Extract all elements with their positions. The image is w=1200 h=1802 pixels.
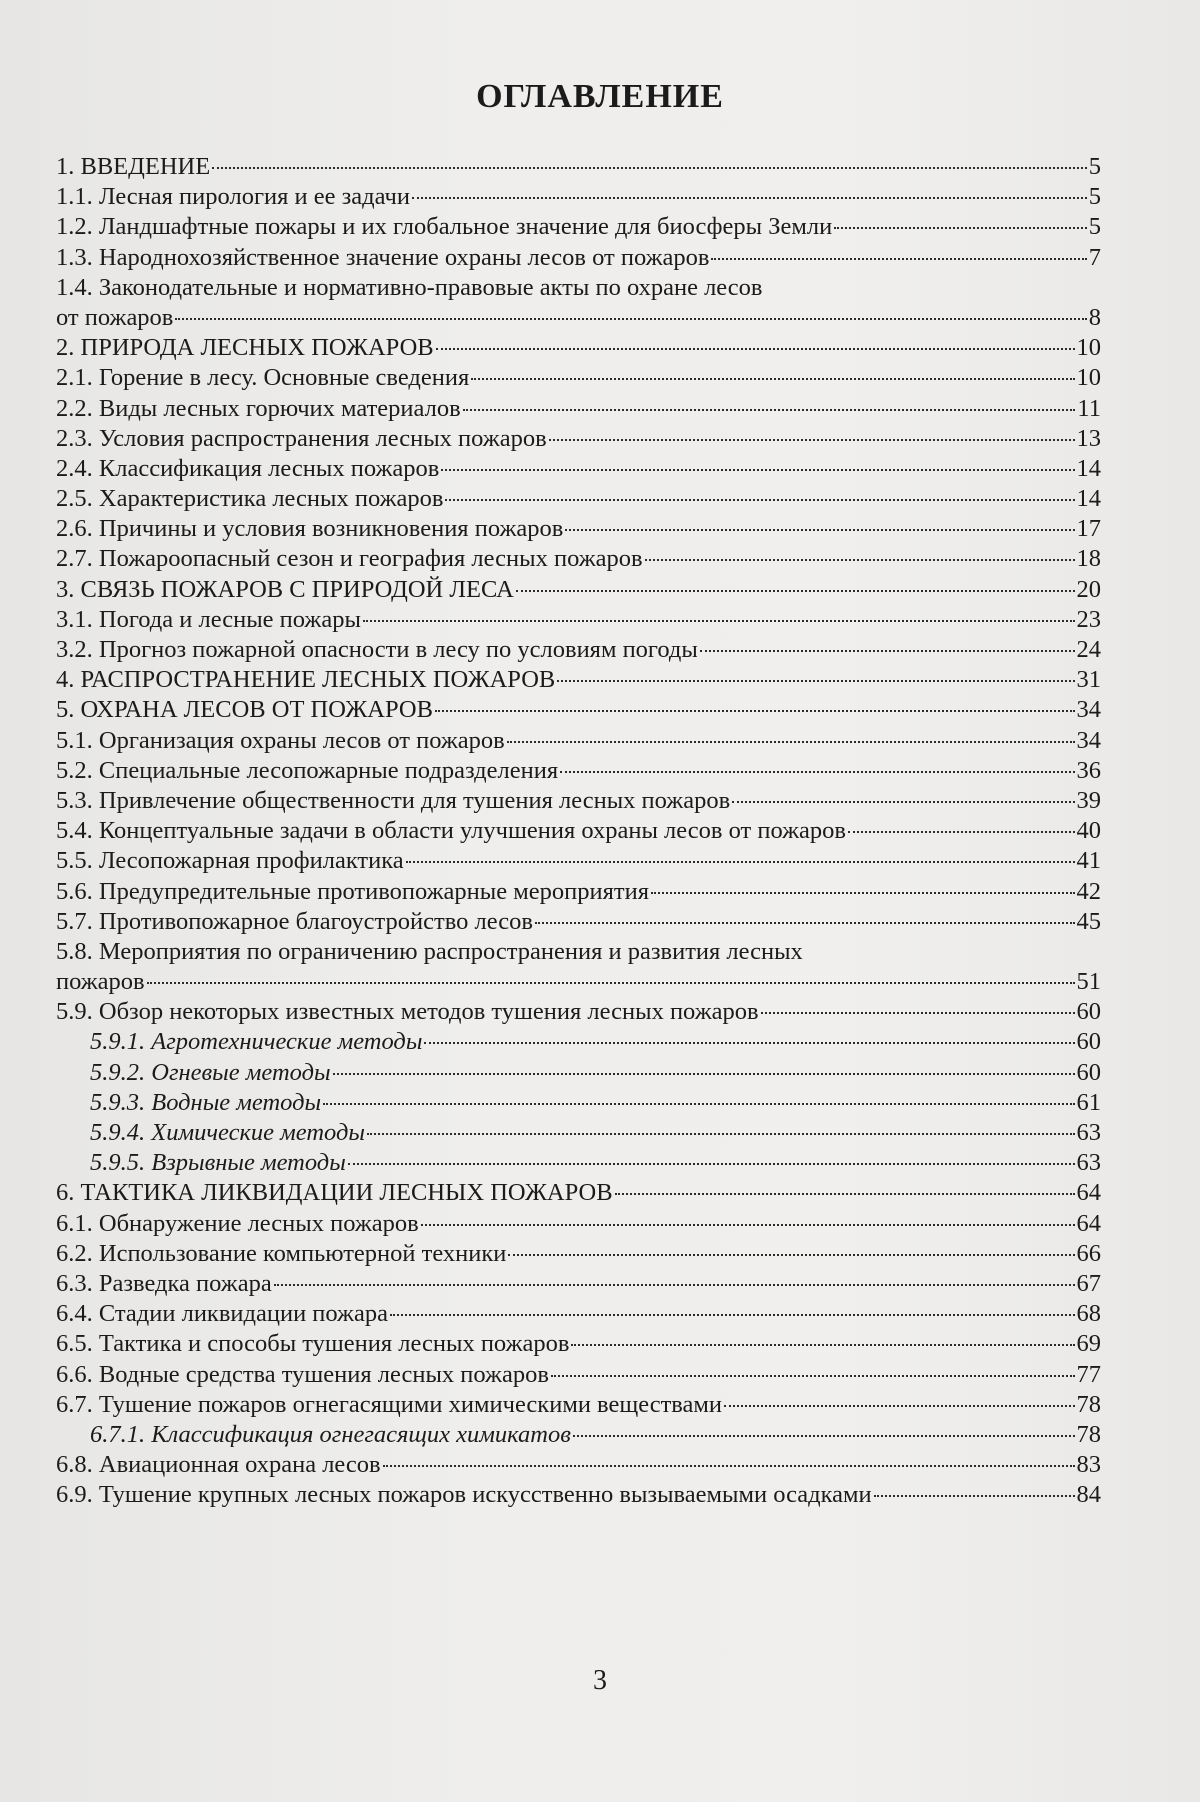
dot-leader	[435, 710, 1075, 712]
dot-leader	[535, 922, 1075, 924]
toc-entry-page: 5	[1088, 213, 1101, 241]
toc-entry	[56, 1209, 1101, 1239]
toc-entry-title: 1.2. Ландшафтные пожары и их глобальное значение для биосферы Земли	[56, 213, 833, 241]
dot-leader	[565, 529, 1074, 531]
toc-entry	[56, 575, 1101, 605]
toc-entry-title: 5.6. Предупредительные противопожарные мероприятия	[56, 877, 649, 905]
toc-entry	[56, 846, 1101, 876]
toc-entry	[56, 152, 1101, 182]
toc-entry	[56, 1269, 1101, 1299]
toc-entry-page: 23	[1076, 605, 1101, 633]
toc-entry-title: 1.1. Лесная пирология и ее задачи	[56, 183, 410, 211]
toc-entry-title: 5.3. Привлечение общественности для тушения лесных пожаров	[56, 786, 731, 814]
page-number: 3	[593, 1665, 607, 1696]
toc-entry	[56, 1420, 1101, 1450]
toc-entry-title: 2.7. Пожароопасный сезон и география лесных пожаров	[56, 545, 643, 573]
toc-entry-title: 6.2. Использование компьютерной техники	[56, 1239, 507, 1267]
toc-entry-title: 5.9.4. Химические методы	[90, 1119, 365, 1146]
toc-entry	[56, 1027, 1101, 1057]
dot-leader	[436, 348, 1075, 350]
toc-entry	[56, 786, 1101, 816]
dot-leader	[445, 499, 1074, 501]
toc-entry-title: 5.4. Концептуальные задачи в области улучшения охраны лесов от пожаров	[56, 817, 846, 845]
toc-entry	[56, 303, 1101, 333]
toc-entry	[56, 997, 1101, 1027]
toc-entry-page: 34	[1076, 696, 1101, 724]
toc-entry-page: 17	[1076, 515, 1101, 543]
toc-entry-title: 6.1. Обнаружение лесных пожаров	[56, 1209, 419, 1237]
toc-entry-page: 83	[1076, 1451, 1101, 1479]
dot-leader	[732, 801, 1074, 803]
toc-entry	[56, 1329, 1101, 1359]
toc-entry-page: 60	[1076, 1058, 1101, 1086]
toc-entry	[56, 1239, 1101, 1269]
toc-entry	[56, 665, 1101, 695]
toc-entry	[56, 756, 1101, 786]
dot-leader	[383, 1465, 1075, 1467]
dot-leader	[421, 1224, 1075, 1226]
dot-leader	[834, 227, 1087, 229]
toc-entry-page: 66	[1076, 1239, 1101, 1267]
toc-entry-page: 7	[1088, 243, 1101, 271]
page-title: ОГЛАВЛЕНИЕ	[476, 78, 724, 115]
toc-entry-title: пожаров	[56, 968, 145, 996]
toc-entry-page: 51	[1076, 968, 1101, 996]
toc-entry-title: 6.5. Тактика и способы тушения лесных пожаров	[56, 1330, 570, 1358]
toc-entry	[56, 484, 1101, 514]
dot-leader	[147, 982, 1075, 984]
toc-entry-page: 68	[1076, 1300, 1101, 1328]
dot-leader	[700, 650, 1075, 652]
toc-entry	[56, 243, 1101, 273]
dot-leader	[507, 741, 1075, 743]
dot-leader	[463, 409, 1076, 411]
toc-entry-title: 5.9.5. Взрывные методы	[90, 1149, 346, 1177]
toc-entry	[56, 726, 1101, 756]
dot-leader	[412, 197, 1087, 199]
toc-entry-title: 3. СВЯЗЬ ПОЖАРОВ С ПРИРОДОЙ ЛЕСА	[56, 575, 514, 603]
toc-entry-title: 5.1. Организация охраны лесов от пожаров	[56, 726, 505, 754]
toc-entry-page: 42	[1076, 877, 1101, 905]
toc-entry-title: 6.9. Тушение крупных лесных пожаров искусственно вызываемыми осадками	[56, 1481, 872, 1509]
dot-leader	[348, 1163, 1075, 1165]
dot-leader	[441, 469, 1074, 471]
toc-entry-title: 4. РАСПРОСТРАНЕНИЕ ЛЕСНЫХ ПОЖАРОВ	[56, 666, 556, 694]
toc-entry-title: 1. ВВЕДЕНИЕ	[56, 153, 211, 180]
dot-leader	[363, 620, 1075, 622]
dot-leader	[212, 167, 1087, 169]
dot-leader	[549, 439, 1075, 441]
toc-entry-page: 20	[1076, 575, 1101, 603]
toc-entry	[56, 273, 1101, 303]
toc-entry-title: 5.9.1. Агротехнические методы	[90, 1028, 423, 1056]
dot-leader	[367, 1133, 1075, 1135]
dot-leader	[424, 1042, 1074, 1044]
toc-entry-title: 5.5. Лесопожарная профилактика	[56, 847, 404, 875]
toc-entry-page: 13	[1076, 424, 1101, 452]
toc-entry	[56, 182, 1101, 212]
dot-leader	[390, 1314, 1075, 1316]
toc-entry-page: 78	[1076, 1390, 1101, 1418]
dot-leader	[333, 1073, 1075, 1075]
toc-entry-title: 3.2. Прогноз пожарной опасности в лесу по условиям погоды	[56, 636, 698, 663]
toc-entry	[56, 394, 1101, 424]
dot-leader	[274, 1284, 1075, 1286]
toc-entry-title: 2.1. Горение в лесу. Основные сведения	[56, 364, 470, 392]
toc-entry-title: 6.7.1. Классификация огнегасящих химикатов	[90, 1420, 571, 1448]
toc-entry	[56, 1178, 1101, 1208]
toc-entry-title: 6.6. Водные средства тушения лесных пожаров	[56, 1360, 549, 1388]
dot-leader	[175, 318, 1086, 320]
toc-entry	[56, 1148, 1101, 1178]
toc-entry-page: 63	[1076, 1149, 1101, 1177]
toc-entry-page: 69	[1076, 1330, 1101, 1358]
dot-leader	[724, 1405, 1074, 1407]
toc-entry-page: 67	[1076, 1269, 1101, 1297]
toc-entry	[56, 695, 1101, 725]
toc-entry-title: 5.9.2. Огневые методы	[90, 1058, 331, 1086]
toc-entry-page: 5	[1088, 183, 1101, 211]
table-of-contents	[56, 152, 1101, 1510]
toc-entry-title: 6.3. Разведка пожара	[56, 1269, 272, 1297]
toc-entry-title: 6.7. Тушение пожаров огнегасящими химическими веществами	[56, 1390, 723, 1418]
toc-entry-title: 5.7. Противопожарное благоустройство лесов	[56, 907, 533, 935]
toc-entry-page: 8	[1088, 303, 1101, 331]
dot-leader	[651, 892, 1075, 894]
dot-leader	[848, 831, 1075, 833]
toc-entry	[56, 1480, 1101, 1510]
toc-entry-title: 5.8. Мероприятия по ограничению распространения и развития лесных	[56, 937, 803, 965]
toc-entry-title: 2.5. Характеристика лесных пожаров	[56, 485, 444, 513]
toc-entry	[56, 454, 1101, 484]
toc-entry-page: 61	[1076, 1088, 1101, 1116]
toc-entry-title: 6. ТАКТИКА ЛИКВИДАЦИИ ЛЕСНЫХ ПОЖАРОВ	[56, 1179, 613, 1207]
dot-leader	[874, 1495, 1075, 1497]
toc-entry	[56, 1450, 1101, 1480]
toc-entry-title: 5.9. Обзор некоторых известных методов тушения лесных пожаров	[56, 998, 759, 1026]
dot-leader	[406, 861, 1075, 863]
toc-entry-page: 14	[1076, 485, 1101, 513]
toc-entry	[56, 424, 1101, 454]
toc-entry	[56, 907, 1101, 937]
dot-leader	[508, 1254, 1074, 1256]
toc-entry-page: 64	[1076, 1209, 1101, 1237]
toc-entry-page: 45	[1076, 907, 1101, 935]
dot-leader	[711, 258, 1086, 260]
toc-entry-title: 2.4. Классификация лесных пожаров	[56, 454, 440, 482]
dot-leader	[615, 1193, 1075, 1195]
toc-entry-page: 34	[1076, 726, 1101, 754]
toc-entry-title: от пожаров	[56, 303, 174, 331]
toc-entry-page: 24	[1076, 636, 1101, 663]
dot-leader	[573, 1435, 1075, 1437]
dot-leader	[551, 1375, 1075, 1377]
dot-leader	[323, 1103, 1074, 1105]
toc-entry-title: 1.4. Законодательные и нормативно-правовые акты по охране лесов	[56, 273, 763, 301]
toc-entry-title: 5.2. Специальные лесопожарные подразделения	[56, 756, 559, 784]
toc-entry-page: 5	[1088, 153, 1101, 180]
toc-entry-page: 63	[1076, 1119, 1101, 1146]
toc-entry	[56, 1299, 1101, 1329]
dot-leader	[471, 378, 1074, 380]
toc-entry-title: 2.6. Причины и условия возникновения пожаров	[56, 515, 564, 543]
toc-entry	[56, 544, 1101, 574]
toc-entry-title: 2.3. Условия распространения лесных пожаров	[56, 424, 547, 452]
toc-entry-page: 31	[1076, 666, 1101, 694]
dot-leader	[560, 771, 1074, 773]
toc-entry-page: 10	[1076, 364, 1101, 392]
toc-entry-page: 77	[1076, 1360, 1101, 1388]
toc-entry-page: 84	[1076, 1481, 1101, 1509]
toc-entry-title: 6.4. Стадии ликвидации пожара	[56, 1300, 388, 1328]
toc-entry	[56, 967, 1101, 997]
toc-entry	[56, 635, 1101, 665]
toc-entry	[56, 937, 1101, 967]
toc-entry-page: 64	[1076, 1179, 1101, 1207]
toc-entry-title: 5. ОХРАНА ЛЕСОВ ОТ ПОЖАРОВ	[56, 696, 433, 724]
toc-entry-title: 2. ПРИРОДА ЛЕСНЫХ ПОЖАРОВ	[56, 334, 434, 362]
toc-entry-title: 1.3. Народнохозяйственное значение охраны лесов от пожаров	[56, 243, 710, 271]
toc-entry	[56, 514, 1101, 544]
toc-entry	[56, 605, 1101, 635]
dot-leader	[516, 590, 1075, 592]
dot-leader	[571, 1344, 1074, 1346]
toc-entry	[56, 363, 1101, 393]
dot-leader	[645, 559, 1075, 561]
toc-entry-page: 60	[1076, 998, 1101, 1026]
dot-leader	[557, 680, 1074, 682]
toc-entry	[56, 1360, 1101, 1390]
toc-entry	[56, 1118, 1101, 1148]
toc-entry	[56, 877, 1101, 907]
toc-entry	[56, 816, 1101, 846]
toc-entry-title: 2.2. Виды лесных горючих материалов	[56, 394, 461, 422]
toc-entry-page: 41	[1076, 847, 1101, 875]
toc-entry-page: 40	[1076, 817, 1101, 845]
toc-entry	[56, 212, 1101, 242]
toc-entry-title: 6.8. Авиационная охрана лесов	[56, 1451, 381, 1479]
toc-entry	[56, 1390, 1101, 1420]
toc-entry-title: 5.9.3. Водные методы	[90, 1088, 322, 1116]
toc-entry-title: 3.1. Погода и лесные пожары	[56, 605, 361, 633]
toc-entry-page: 60	[1076, 1028, 1101, 1056]
toc-entry-page: 14	[1076, 454, 1101, 482]
toc-entry	[56, 1058, 1101, 1088]
toc-entry-page: 10	[1076, 334, 1101, 362]
toc-entry-page: 11	[1077, 394, 1101, 422]
toc-entry-page: 36	[1076, 756, 1101, 784]
toc-entry	[56, 1088, 1101, 1118]
dot-leader	[761, 1012, 1075, 1014]
toc-entry-page: 39	[1076, 786, 1101, 814]
toc-entry-page: 78	[1076, 1420, 1101, 1448]
toc-entry	[56, 333, 1101, 363]
toc-entry-page: 18	[1076, 545, 1101, 573]
